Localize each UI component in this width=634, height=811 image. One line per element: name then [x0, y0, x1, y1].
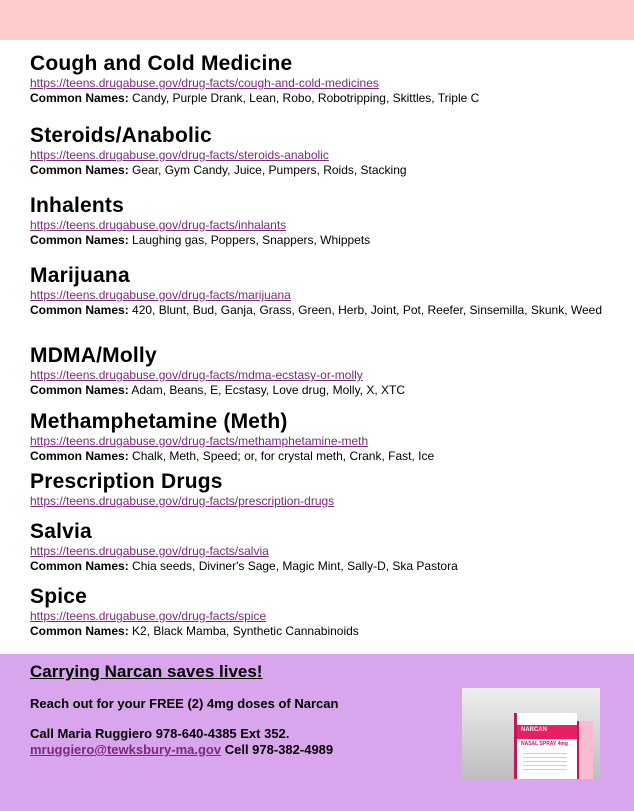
entry-inhalents — [30, 194, 370, 248]
narcan-box — [514, 713, 577, 779]
entry-title: Cough and Cold Medicine — [30, 52, 293, 75]
top-banner — [0, 0, 634, 40]
common-names-label: Common Names: — [30, 559, 129, 573]
common-names-value: Gear, Gym Candy, Juice, Pumpers, Roids, Stacking — [128, 163, 407, 177]
common-names-label: Common Names: — [30, 383, 129, 397]
common-names-label: Common Names: — [30, 624, 129, 638]
entry-salvia — [30, 520, 458, 574]
common-names-value: Chalk, Meth, Speed; or, for crystal meth, Crank, Fast, Ice — [128, 449, 435, 463]
entry-common-names — [30, 91, 479, 106]
entry-common-names — [30, 624, 359, 639]
common-names-label: Common Names: — [30, 449, 129, 463]
entry-link[interactable]: https://teens.drugabuse.gov/drug-facts/prescription-drugs — [30, 494, 335, 508]
entry-title: Inhalents — [30, 194, 124, 217]
entry-common-names — [30, 303, 602, 318]
common-names-label: Common Names: — [30, 91, 129, 105]
entry-link[interactable]: https://teens.drugabuse.gov/drug-facts/cough-and-cold-medicines — [30, 76, 379, 90]
product-brand: NARCAN — [521, 727, 547, 733]
common-names-label: Common Names: — [30, 163, 129, 177]
entry-link[interactable]: https://teens.drugabuse.gov/drug-facts/spice — [30, 609, 267, 623]
entry-cough-cold — [30, 52, 479, 106]
entry-common-names — [30, 163, 407, 178]
entry-link[interactable]: https://teens.drugabuse.gov/drug-facts/marijuana — [30, 288, 291, 302]
entry-link[interactable]: https://teens.drugabuse.gov/drug-facts/steroids-anabolic — [30, 148, 329, 162]
entry-common-names — [30, 449, 434, 464]
entry-common-names — [30, 383, 405, 398]
footer-offer: Reach out for your FREE (2) 4mg doses of Narcan — [30, 696, 339, 711]
entry-title: Methamphetamine (Meth) — [30, 410, 288, 433]
common-names-value: Candy, Purple Drank, Lean, Robo, Robotripping, Skittles, Triple C — [128, 91, 480, 105]
cell-phone: Cell 978-382-4989 — [221, 742, 334, 757]
entry-title: Salvia — [30, 520, 92, 543]
entry-link[interactable]: https://teens.drugabuse.gov/drug-facts/salvia — [30, 544, 269, 558]
entry-link[interactable]: https://teens.drugabuse.gov/drug-facts/inhalants — [30, 218, 287, 232]
entry-title: Prescription Drugs — [30, 470, 223, 493]
footer-title: Carrying Narcan saves lives! — [30, 662, 263, 681]
common-names-value: K2, Black Mamba, Synthetic Cannabinoids — [128, 624, 359, 638]
entry-marijuana — [30, 264, 602, 318]
entry-meth — [30, 410, 434, 464]
entry-steroids — [30, 124, 407, 178]
entry-title: Spice — [30, 585, 88, 608]
entry-common-names — [30, 559, 458, 574]
entry-prescription — [30, 470, 334, 509]
narcan-product-image — [462, 688, 600, 780]
common-names-value: Chia seeds, Diviner's Sage, Magic Mint, Sally-D, Ska Pastora — [128, 559, 458, 573]
product-label: NASAL SPRAY 4mg — [521, 741, 568, 747]
entry-common-names — [30, 233, 370, 248]
entry-title: Marijuana — [30, 264, 130, 287]
entry-link[interactable]: https://teens.drugabuse.gov/drug-facts/methamphetamine-meth — [30, 434, 369, 448]
common-names-label: Common Names: — [30, 233, 129, 247]
footer-contact: Call Maria Ruggiero 978-640-4385 Ext 352. — [30, 726, 290, 741]
common-names-value: Adam, Beans, E, Ecstasy, Love drug, Molly, X, XTC — [128, 383, 406, 397]
entry-link[interactable]: https://teens.drugabuse.gov/drug-facts/mdma-ecstasy-or-molly — [30, 368, 363, 382]
common-names-label: Common Names: — [30, 303, 129, 317]
entry-title: MDMA/Molly — [30, 344, 157, 367]
entry-spice — [30, 585, 359, 639]
common-names-value: Laughing gas, Poppers, Snappers, Whippets — [128, 233, 371, 247]
footer-email-line — [30, 742, 333, 757]
common-names-value: 420, Blunt, Bud, Ganja, Grass, Green, Herb, Joint, Pot, Reefer, Sinsemilla, Skunk, Weed — [128, 303, 603, 317]
entry-mdma — [30, 344, 405, 398]
email-link[interactable]: mruggiero@tewksbury-ma.gov — [30, 742, 222, 757]
entry-title: Steroids/Anabolic — [30, 124, 212, 147]
narcan-box-side — [577, 721, 593, 779]
